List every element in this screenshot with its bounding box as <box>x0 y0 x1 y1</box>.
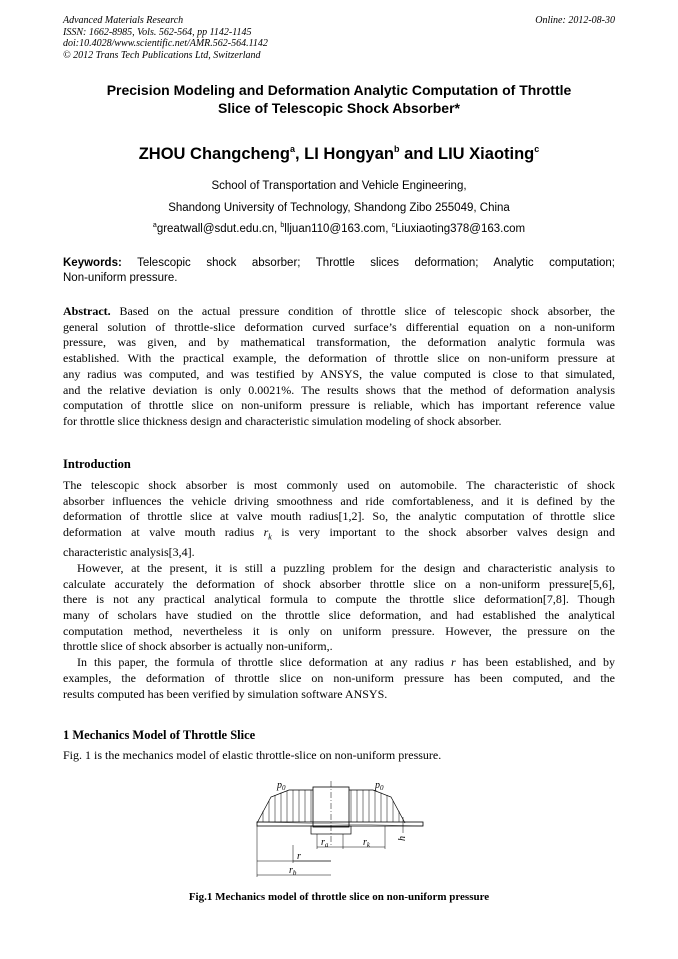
keywords <box>63 256 615 285</box>
body-line: calculate accurately the deformation of shock absorber throttle slice on a non-uniform pressure[5,6], <box>63 576 615 591</box>
pressure-envelope-right <box>349 790 405 823</box>
pressure-label-left: $p_0$ <box>277 780 286 792</box>
math-subscript: k <box>268 532 272 542</box>
journal-name: Advanced Materials Research <box>63 15 184 26</box>
slice-hatch <box>257 822 423 826</box>
body-text: has been established, and by <box>455 655 615 670</box>
radius-label-ra: $r_a$ <box>321 837 329 849</box>
author-affiliation-mark: a <box>289 144 295 154</box>
author-list <box>63 144 615 164</box>
author-separator: and <box>399 145 439 163</box>
body-line: results computed has been verified by simulation software ANSYS. <box>63 686 388 701</box>
keywords-label: Keywords: <box>63 257 122 269</box>
figure-mechanics-model <box>255 777 425 879</box>
math-variable: r <box>263 525 269 540</box>
email-address: Liuxiaoting378@163.com <box>395 223 526 235</box>
radius-label-rk: $r_k$ <box>363 837 371 849</box>
title-line-2: Slice of Telescopic Shock Absorber* <box>218 100 460 116</box>
abstract-text: Based on the actual pressure condition of throttle slice of telescopic shock absorber, the <box>110 304 615 318</box>
abstract-line: computation of throttle slice on non-uniform pressure is reliable, which has important reference value <box>63 398 615 413</box>
email-mark: c <box>391 222 396 229</box>
body-line: The telescopic shock absorber is most commonly used on automobile. The characteristic of shock <box>63 478 615 492</box>
journal-issn: ISSN: 1662-8985, Vols. 562-564, pp 1142-1145 <box>63 26 252 38</box>
pressure-envelope-left <box>257 790 313 823</box>
affiliation-line-1: School of Transportation and Vehicle Engineering, <box>211 180 467 192</box>
math-variable: r <box>450 655 456 670</box>
journal-copyright: © 2012 Trans Tech Publications Ltd, Switzerland <box>63 49 261 61</box>
pressure-arrows-right <box>351 790 399 822</box>
email-mark: b <box>280 222 285 229</box>
abstract-line: general solution of throttle-slice deformation curved surface’s differential equation on a non-uniform <box>63 319 615 334</box>
online-date: Online: 2012-08-30 <box>535 15 615 26</box>
body-line <box>63 525 615 545</box>
body-line: However, at the present, it is still a puzzling problem for the design and characteristic analysis to <box>77 560 615 575</box>
journal-doi: doi:10.4028/www.scientific.net/AMR.562-564.1142 <box>63 38 268 49</box>
email-address: greatwall@sdut.edu.cn, <box>156 223 281 235</box>
keywords-text: Telescopic shock absorber; Throttle slices deformation; Analytic computation; <box>121 257 615 269</box>
affiliation-emails <box>63 222 615 236</box>
section-heading-mechanics-model: 1 Mechanics Model of Throttle Slice <box>63 728 256 742</box>
introduction-body <box>63 478 615 702</box>
author-name: LI Hongyan <box>304 145 394 163</box>
paper-title <box>63 81 615 117</box>
keywords-line: Non-uniform pressure. <box>63 271 178 284</box>
abstract-line: established. With the practical example, the deformation of throttle slice on non-uniform pressure at <box>63 351 615 366</box>
abstract-line <box>63 304 615 320</box>
abstract <box>63 304 615 430</box>
body-line: computation method, nevertheless it is only on uniform pressure. However, the pressure on the <box>63 623 615 638</box>
author-name: ZHOU Changcheng <box>138 145 290 163</box>
section-heading-introduction: Introduction <box>63 457 131 471</box>
figure-caption: Fig.1 Mechanics model of throttle slice on non-uniform pressure <box>188 891 490 903</box>
author-affiliation-mark: c <box>534 144 540 154</box>
email-address: lljuan110@163.com, <box>284 223 392 235</box>
body-line: examples, the deformation of throttle slice on non-uniform pressure has been computed, and the <box>63 670 615 685</box>
journal-header <box>63 15 615 61</box>
body-line: there is not any practical analytical formula to compute the throttle slice deformation[7,8]. Though <box>63 592 615 607</box>
body-text: deformation at valve mouth radius <box>63 525 264 540</box>
pressure-arrows-left <box>263 790 311 822</box>
body-line: Fig. 1 is the mechanics model of elastic throttle-slice on non-uniform pressure. <box>63 748 442 762</box>
body-line: absorber influences the vehicle driving smoothness and ride comfortableness, and it is defined by the <box>63 493 615 508</box>
thickness-label-h: h <box>397 836 408 841</box>
body-text: In this paper, the formula of throttle slice deformation at any radius <box>77 655 451 670</box>
title-line-1: Precision Modeling and Deformation Analytic Computation of Throttle <box>106 82 572 98</box>
author-name: LIU Xiaoting <box>438 145 535 163</box>
body-line: throttle slice of shock absorber is actually non-uniform,. <box>63 639 333 654</box>
abstract-line: any radius was computed, and was testified by ANSYS, the value computed is close to that simulated, <box>63 366 615 381</box>
body-line <box>63 655 615 671</box>
body-line: deformation of throttle slice at valve mouth radius[1,2]. So, the analytic computation of throttle slice <box>63 509 615 524</box>
body-line: characteristic analysis[3,4]. <box>63 545 195 560</box>
abstract-line: pressure, was given, and by mathematical transformation, the deformation analytic formula was <box>63 335 615 350</box>
pressure-label-right: $p_0$ <box>375 780 384 792</box>
affiliation-line-2: Shandong University of Technology, Shandong Zibo 255049, China <box>168 202 510 214</box>
body-text: is very important to the shock absorber valves design and <box>271 525 615 540</box>
keywords-line <box>63 256 615 271</box>
radius-label-r: r <box>297 851 301 862</box>
radius-label-rb: $r_b$ <box>289 865 297 877</box>
abstract-line: for throttle slice thickness design and characteristic simulation modeling of shock absorber. <box>63 413 502 428</box>
email-mark: a <box>152 222 157 229</box>
abstract-label: Abstract. <box>63 304 111 318</box>
section1-body <box>63 748 615 764</box>
author-affiliation-mark: b <box>394 144 400 154</box>
author-separator: , <box>294 145 305 163</box>
abstract-line: and the relative deviation is only 0.0021%. The results shows that the method of deformation analysis <box>63 382 615 397</box>
body-line: many of scholars have studied on the throttle slice deformation, and had established the analytical <box>63 608 615 623</box>
